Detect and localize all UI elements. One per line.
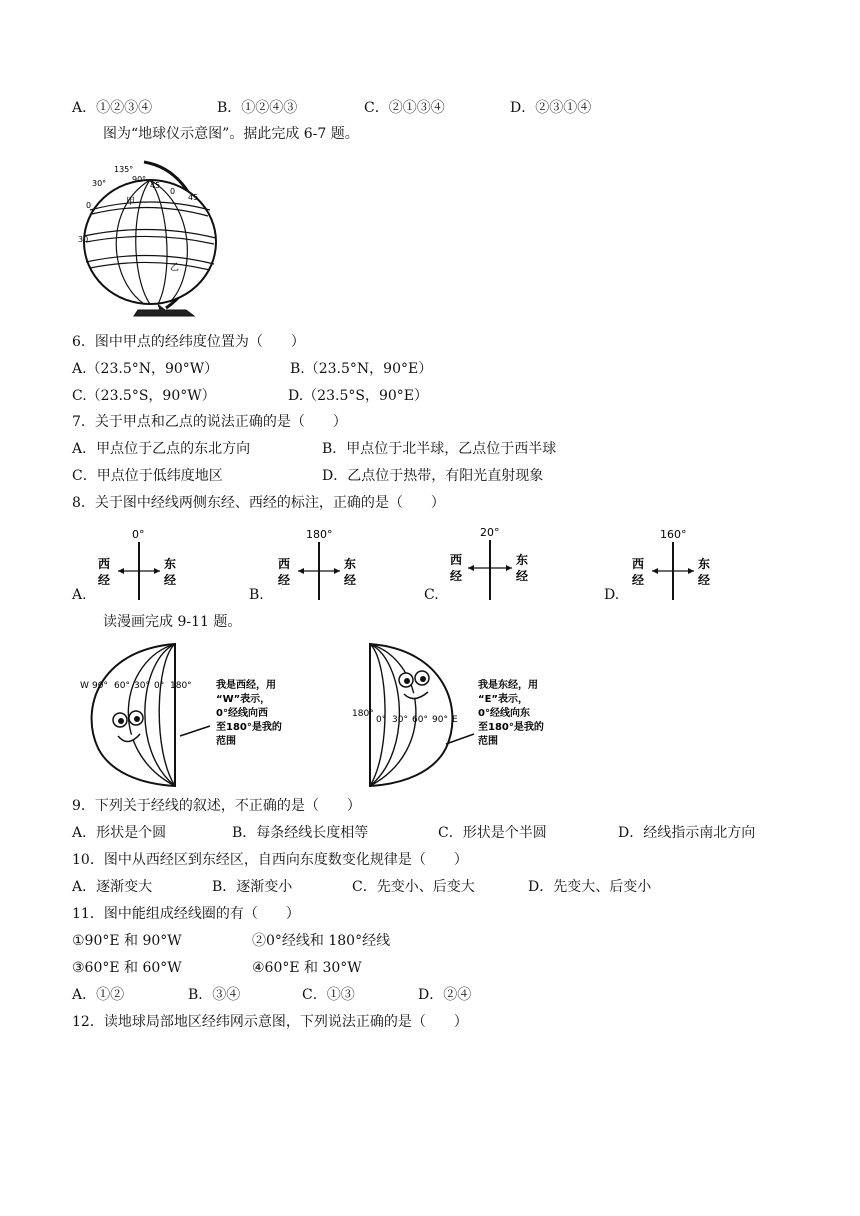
q8-diagram-c (442, 522, 537, 602)
q8-option-d[interactable]: D. (604, 587, 620, 603)
q11-item-3: ③60°E 和 60°W (72, 960, 182, 976)
intro-6-7: 图为“地球仪示意图”。据此完成 6-7 题。 (103, 126, 359, 142)
q9-option-b[interactable]: B．每条经线长度相等 (232, 825, 369, 841)
q8-a-top-label: 0° (132, 528, 145, 541)
cartoon-left-w: W (80, 681, 89, 691)
globe-label-30n: 30° (92, 179, 107, 188)
q6-option-b[interactable]: B.（23.5°N，90°E） (290, 361, 433, 377)
q11-item-1: ①90°E 和 90°W (72, 933, 182, 949)
q11-item-2: ②0°经线和 180°经线 (252, 933, 391, 949)
globe-label-45a: 45 (150, 181, 161, 190)
cartoon-figure (70, 640, 570, 790)
cartoon-left-speech-5: 范围 (216, 736, 236, 747)
q11-stem: 11．图中能组成经线圈的有（ ） (72, 906, 300, 922)
q11-items-row1 (72, 931, 832, 951)
q8-a-left-2: 经 (98, 573, 111, 587)
globe-label-0: 0 (170, 187, 176, 196)
q5-option-d[interactable]: D．②③①④ (510, 100, 592, 116)
q8-d-top-label: 160° (660, 528, 687, 541)
q8-d-right-2: 经 (698, 573, 711, 587)
q12-stem: 12．读地球局部地区经纬网示意图，下列说法正确的是（ ） (72, 1014, 468, 1030)
q8-stem: 8．关于图中经线两侧东经、西经的标注，正确的是（ ） (72, 495, 445, 511)
q6-options-row1 (72, 359, 832, 379)
q9-option-d[interactable]: D．经线指示南北方向 (618, 825, 756, 841)
globe-label-yi: 乙 (170, 263, 180, 273)
q6-option-d[interactable]: D.（23.5°S，90°E） (288, 388, 428, 404)
q8-b-left-1: 西 (278, 557, 291, 571)
cartoon-right-speech-5: 范围 (478, 736, 498, 747)
cartoon-right-180: 180° (352, 709, 374, 719)
cartoon-right-speech-4: 至180°是我的 (478, 722, 544, 733)
q8-option-a[interactable]: A. (72, 587, 87, 603)
q10-option-d[interactable]: D．先变大、后变小 (528, 879, 652, 895)
globe-label-135: 135° (114, 165, 134, 174)
q8-b-left-2: 经 (278, 573, 291, 587)
cartoon-right-60: 60° (412, 715, 428, 725)
cartoon-left-90: 90° (92, 681, 108, 691)
q10-option-b[interactable]: B．逐渐变小 (212, 879, 293, 895)
cartoon-right-speech-2: “E”表示， (478, 694, 528, 705)
q7-stem: 7．关于甲点和乙点的说法正确的是（ ） (72, 414, 347, 430)
q8-diagram-d (626, 524, 721, 602)
q9-option-a[interactable]: A．形状是个圆 (72, 825, 167, 841)
q6-stem: 6．图中甲点的经纬度位置为（ ） (72, 334, 305, 350)
q8-b-right-2: 经 (344, 573, 357, 587)
q10-stem: 10．图中从西经区到东经区，自西向东度数变化规律是（ ） (72, 852, 468, 868)
q11-option-d[interactable]: D．②④ (418, 987, 472, 1003)
q7-option-b[interactable]: B．甲点位于北半球，乙点位于西半球 (322, 441, 557, 457)
globe-label-30s: 30 (78, 235, 89, 244)
q7-option-a[interactable]: A．甲点位于乙点的东北方向 (72, 441, 251, 457)
q11-items-row2 (72, 958, 832, 978)
intro-9-11: 读漫画完成 9-11 题。 (103, 614, 242, 630)
globe-label-jia: 甲 (126, 197, 136, 207)
q6-options-row2 (72, 386, 832, 406)
q11-option-a[interactable]: A．①② (72, 987, 125, 1003)
cartoon-right-speech-1: 我是东经，用 (478, 680, 538, 691)
q8-a-right-2: 经 (164, 573, 177, 587)
q7-option-d[interactable]: D．乙点位于热带，有阳光直射现象 (322, 468, 544, 484)
q6-option-a[interactable]: A.（23.5°N，90°W） (72, 361, 219, 377)
cartoon-right-30: 30° (392, 715, 408, 725)
globe-label-90: 90° (132, 175, 147, 184)
cartoon-left-30: 30° (134, 681, 150, 691)
cartoon-left-0: 0° (154, 681, 165, 691)
cartoon-right-0: 0° (376, 715, 387, 725)
q8-d-left-1: 西 (632, 557, 645, 571)
q8-c-right-1: 东 (516, 553, 529, 567)
globe-figure (74, 158, 222, 318)
cartoon-left-speech-3: 0°经线向西 (216, 708, 268, 719)
cartoon-left-speech-2: “W”表示， (216, 694, 271, 705)
q8-a-right-1: 东 (164, 557, 177, 571)
q8-b-right-1: 东 (344, 557, 357, 571)
q8-d-left-2: 经 (632, 573, 645, 587)
q8-diagram-b (270, 524, 365, 602)
cartoon-left-60: 60° (114, 681, 130, 691)
cartoon-left-180: 180° (170, 681, 192, 691)
q11-option-b[interactable]: B．③④ (188, 987, 241, 1003)
q9-stem: 9．下列关于经线的叙述，不正确的是（ ） (72, 798, 361, 814)
q7-options-row2 (72, 466, 832, 486)
q9-option-c[interactable]: C．形状是个半圆 (438, 825, 547, 841)
q5-options (72, 98, 832, 118)
cartoon-right-e: E (452, 715, 458, 725)
q5-option-a[interactable]: A．①②③④ (72, 100, 153, 116)
q5-option-c[interactable]: C．②①③④ (364, 100, 445, 116)
q8-c-right-2: 经 (516, 569, 529, 583)
q11-options (72, 985, 832, 1005)
q9-options (72, 823, 832, 843)
cartoon-right-speech-3: 0°经线向东 (478, 708, 530, 719)
q7-options-row1 (72, 439, 832, 459)
q11-item-4: ④60°E 和 30°W (252, 960, 362, 976)
q8-a-left-1: 西 (98, 557, 111, 571)
globe-label-lat0: 0 (86, 201, 92, 210)
q8-c-left-2: 经 (450, 569, 463, 583)
q11-option-c[interactable]: C．①③ (302, 987, 355, 1003)
q8-b-top-label: 180° (306, 528, 333, 541)
cartoon-right-90: 90° (432, 715, 448, 725)
q6-option-c[interactable]: C.（23.5°S，90°W） (72, 388, 216, 404)
q5-option-b[interactable]: B．①②④③ (217, 100, 298, 116)
q8-c-top-label: 20° (480, 526, 500, 539)
q8-diagram-a (90, 524, 185, 602)
cartoon-left-speech-4: 至180°是我的 (216, 722, 282, 733)
q7-option-c[interactable]: C．甲点位于低纬度地区 (72, 468, 223, 484)
q8-d-right-1: 东 (698, 557, 711, 571)
q8-option-b[interactable]: B. (249, 587, 264, 603)
globe-label-45b: 45 (188, 193, 199, 202)
q8-c-left-1: 西 (450, 553, 463, 567)
q8-option-c[interactable]: C. (424, 587, 439, 603)
q10-option-c[interactable]: C．先变小、后变大 (352, 879, 475, 895)
q10-options (72, 877, 832, 897)
cartoon-left-speech-1: 我是西经，用 (216, 680, 276, 691)
q10-option-a[interactable]: A．逐渐变大 (72, 879, 153, 895)
